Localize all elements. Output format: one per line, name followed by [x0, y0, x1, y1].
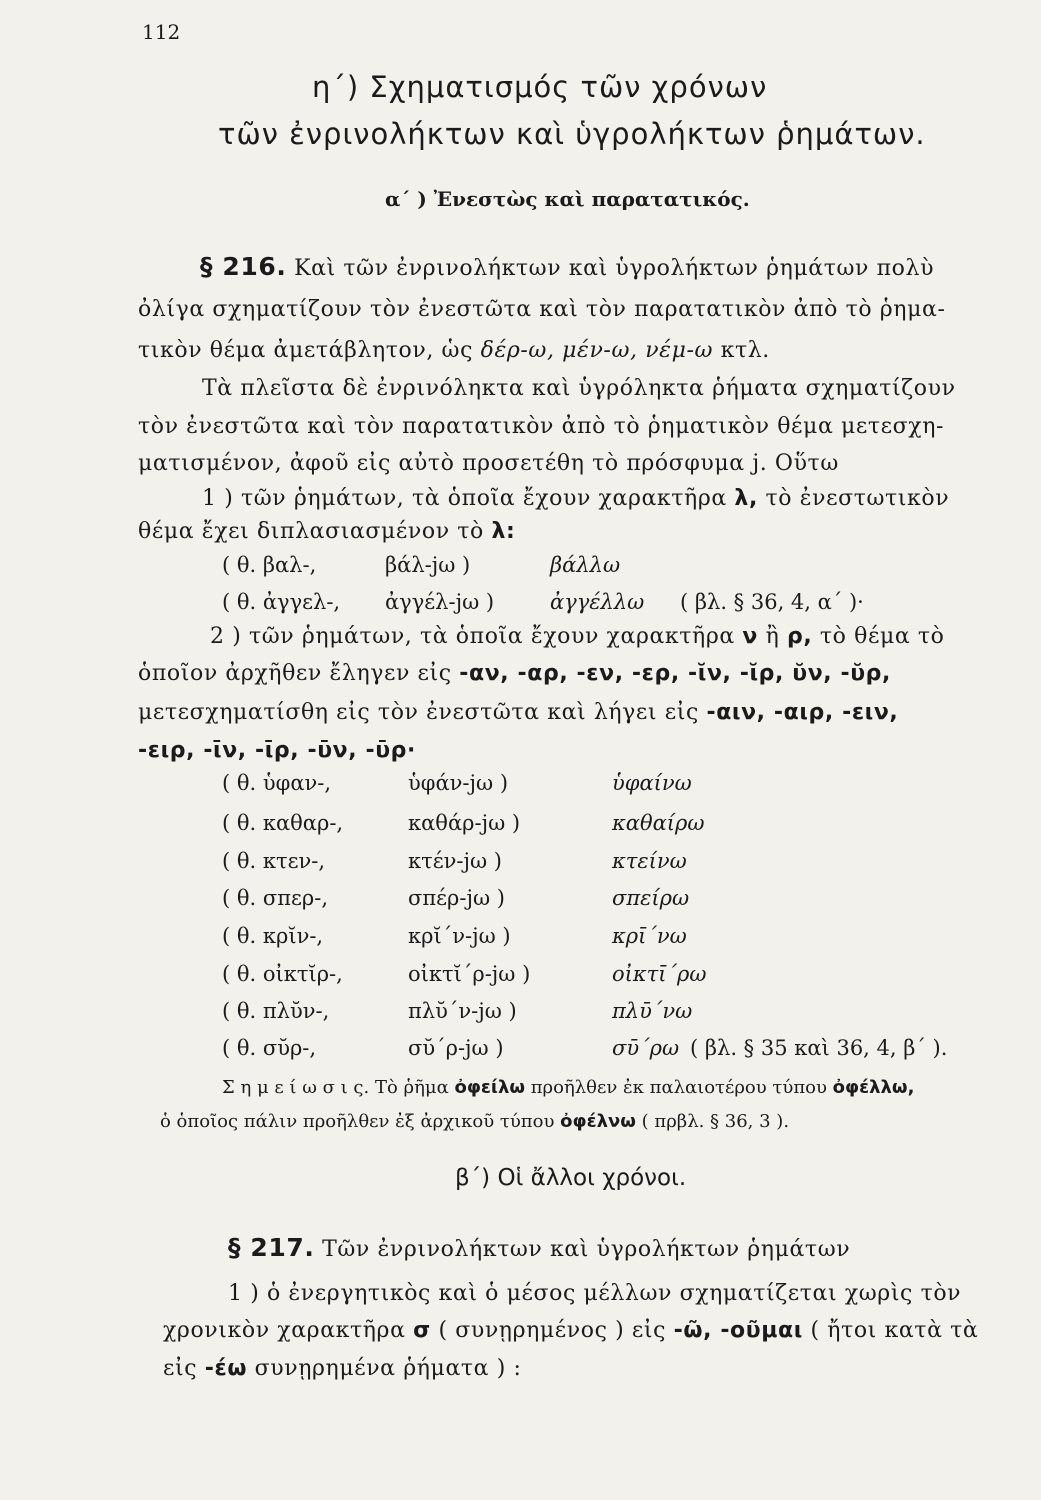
paragraph-217-line2: 1 ) ὁ ἐνεργητικὸς καὶ ὁ μέσος μέλλων σχηματίζεται χωρὶς τὸν	[228, 1281, 962, 1306]
subheading-other-tenses: β΄) Οἱ ἄλλοι χρόνοι.	[455, 1165, 687, 1191]
table-row-form: κρῐ΄ν-jω )	[408, 924, 511, 948]
paragraph-2-line3: ματισμένον, ἀφοῦ εἰς αὐτὸ προσετέθη τὸ πρόσφυμα j. Οὕτω	[138, 451, 839, 476]
paragraph-216-line3: τικὸν θέμα ἀμετάβλητον, ὡς δέρ-ω, μέν-ω, νέμ-ω κτλ.	[138, 338, 770, 363]
table-row-stem: ( θ. κρῐν-,	[222, 924, 324, 948]
table-row-form: ἀγγέλ-jω )	[385, 590, 495, 614]
table-row-form: κτέν-jω )	[408, 849, 502, 873]
table-row-result: ὑφαίνω	[612, 771, 692, 795]
paragraph-2-line2: τὸν ἐνεστῶτα καὶ τὸν παρατατικὸν ἀπὸ τὸ ῥηματικὸν θέμα μετεσχη-	[138, 414, 945, 439]
paragraph-2-line1: Τὰ πλεῖστα δὲ ἐνρινόληκτα καὶ ὑγρόληκτα ῥήματα σχηματίζουν	[202, 376, 956, 401]
table-row-stem: ( θ. ὑφαν-,	[222, 771, 332, 795]
table-row-result: οἰκτῑ΄ρω	[612, 962, 707, 986]
item-1-line1: 1 ) τῶν ῥημάτων, τὰ ὁποῖα ἔχουν χαρακτῆρα λ, τὸ ἐνεστωτικὸν	[202, 486, 950, 511]
subheading-present-imperfect: α΄ ) Ἐνεστὼς καὶ παρατατικός.	[385, 187, 750, 211]
item-2-line4: -ειρ, -ῑν, -ῑρ, -ῡν, -ῡρ·	[138, 738, 416, 763]
table-row-form: καθάρ-jω )	[408, 811, 521, 835]
paragraph-217-line3: χρονικὸν χαρακτῆρα σ ( συνῃρημένος ) εἰς -ῶ, -οῦμαι ( ἤτοι κατὰ τὰ	[163, 1318, 979, 1343]
table-row-stem: ( θ. οἰκτῐρ-,	[222, 962, 343, 986]
table-row-form: σπέρ-jω )	[408, 886, 505, 910]
table-row-stem: ( θ. βαλ-,	[222, 553, 317, 577]
paragraph-217-line4: εἰς -έω συνῃρημένα ῥήματα ) :	[163, 1356, 522, 1381]
table-row-result: σπείρω	[612, 886, 690, 910]
chapter-title-line1: η΄) Σχηματισμός τῶν χρόνων	[312, 70, 768, 104]
table-row-form: ὑφάν-jω )	[408, 771, 509, 795]
item-1-line2: θέμα ἔχει διπλασιασμένον τὸ λ:	[138, 519, 516, 544]
table-row-stem: ( θ. σπερ-,	[222, 886, 328, 910]
section-number-216: § 216.	[200, 252, 287, 281]
table-row-form: πλῠ΄ν-jω )	[408, 999, 517, 1023]
table-row-form: σῠ΄ρ-jω )	[408, 1036, 504, 1060]
table-row-stem: ( θ. πλῠν-,	[222, 999, 330, 1023]
table-row-reference: ( βλ. § 36, 4, α΄ )·	[680, 590, 864, 614]
item-2-line1: 2 ) τῶν ῥημάτων, τὰ ὁποῖα ἔχουν χαρακτῆρα ν ἢ ρ, τὸ θέμα τὸ	[210, 624, 945, 649]
table-row-result: κτείνω	[612, 849, 687, 873]
table-row-stem: ( θ. καθαρ-,	[222, 811, 344, 835]
section-number-217: § 217.	[228, 1233, 315, 1262]
table-row-stem: ( θ. σῠρ-,	[222, 1036, 317, 1060]
paragraph-217-line1: § 217. Τῶν ἐνρινολήκτων καὶ ὑγρολήκτων ῥημάτων	[228, 1233, 851, 1262]
paragraph-216-line2: ὀλίγα σχηματίζουν τὸν ἐνεστῶτα καὶ τὸν παρατατικὸν ἀπὸ τὸ ῥημα-	[138, 297, 946, 322]
item-2-line3: μετεσχηματίσθη εἰς τὸν ἐνεστῶτα καὶ λήγει εἰς -αιν, -αιρ, -ειν,	[138, 700, 899, 725]
paragraph-216-line1: § 216. Καὶ τῶν ἐνρινολήκτων καὶ ὑγρολήκτων ῥημάτων πολὺ	[200, 252, 935, 281]
table-row-result: σῡ΄ρω	[612, 1036, 680, 1060]
table-row-form: βάλ-jω )	[385, 553, 471, 577]
page-number: 112	[142, 20, 181, 44]
note-line1: Σ η μ ε ί ω σ ι ς. Τὸ ῥῆμα ὀφείλω προῆλθεν ἐκ παλαιοτέρου τύπου ὀφέλλω,	[222, 1077, 915, 1098]
table-row-stem: ( θ. ἀγγελ-,	[222, 590, 341, 614]
item-2-line2: ὁποῖον ἀρχῆθεν ἔληγεν εἰς -αν, -αρ, -εν, -ερ, -ῐν, -ῐρ, ῠν, -ῠρ,	[138, 661, 891, 686]
table-row-result: ἀγγέλλω	[550, 590, 645, 614]
note-line2: ὁ ὁποῖος πάλιν προῆλθεν ἐξ ἀρχικοῦ τύπου ὀφέλνω ( πρβλ. § 36, 3 ).	[160, 1111, 790, 1132]
table-row-result: κρῑ΄νω	[612, 924, 687, 948]
table-row-form: οἰκτῐ΄ρ-jω )	[408, 962, 531, 986]
table-row-result: καθαίρω	[612, 811, 705, 835]
table-row-result: πλῡ΄νω	[612, 999, 693, 1023]
table-row-reference: ( βλ. § 35 καὶ 36, 4, β΄ ).	[690, 1036, 948, 1060]
chapter-title-line2: τῶν ἐνρινολήκτων καὶ ὑγρολήκτων ῥημάτων.	[218, 117, 926, 151]
table-row-stem: ( θ. κτεν-,	[222, 849, 326, 873]
table-row-result: βάλλω	[550, 553, 621, 577]
